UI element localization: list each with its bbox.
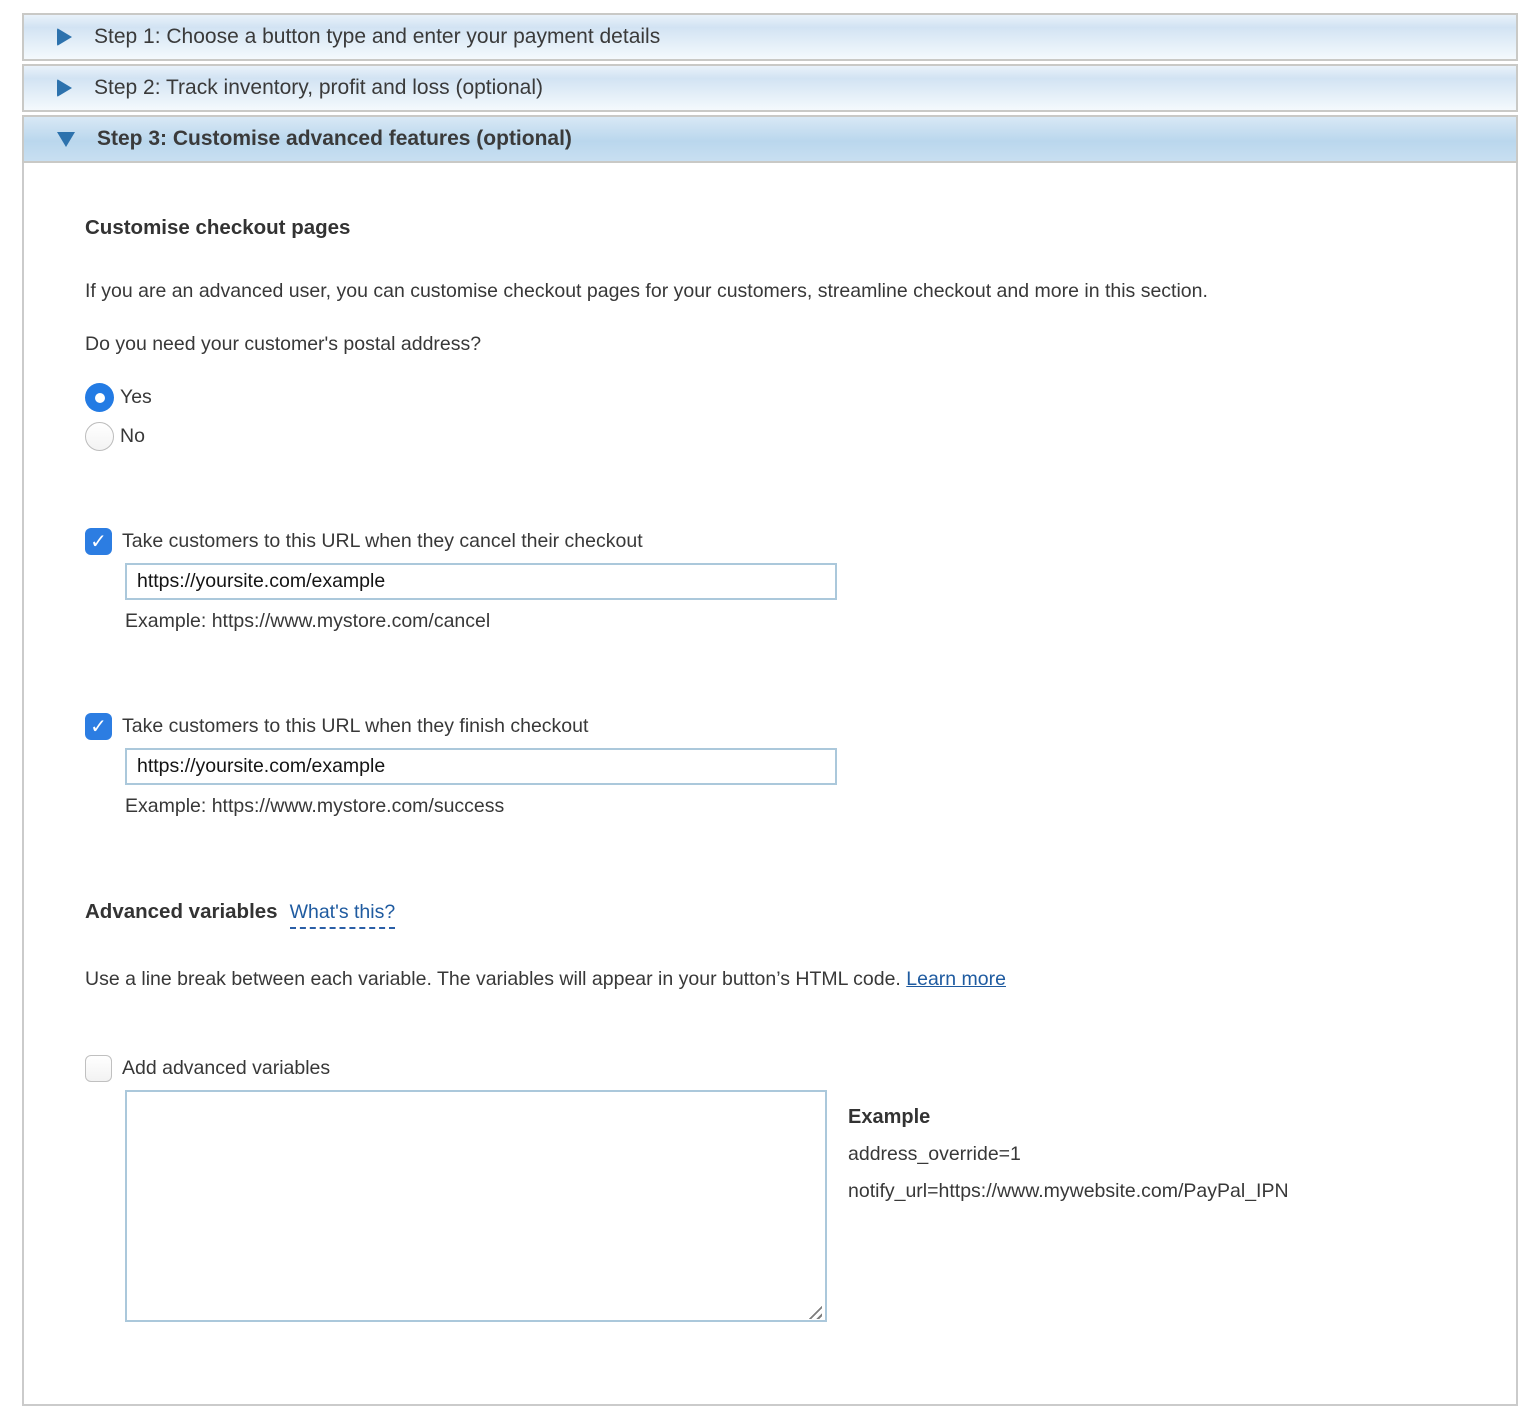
- whats-this-link[interactable]: What's this?: [290, 901, 396, 929]
- expand-arrow-icon: [57, 79, 72, 97]
- finish-url-checkbox-row[interactable]: [85, 713, 1496, 740]
- cancel-url-input[interactable]: [125, 563, 837, 600]
- advanced-variables-title-row: [85, 900, 1496, 929]
- postal-address-question: Do you need your customer's postal address?: [85, 333, 482, 355]
- steps-accordion: [22, 13, 1518, 1406]
- postal-address-radio-group: [85, 378, 1496, 456]
- step-1-label: Step 1: Choose a button type and enter your payment details: [94, 25, 661, 48]
- advanced-variables-instructions: [85, 961, 1496, 997]
- expand-arrow-icon: [57, 28, 72, 46]
- example-line-2: notify_url=https://www.mywebsite.com/PayPal_IPN: [848, 1180, 1289, 1202]
- cancel-url-checkbox[interactable]: [85, 528, 112, 555]
- example-title: Example: [848, 1106, 931, 1128]
- finish-url-example: Example: https://www.mystore.com/success: [125, 795, 505, 817]
- cancel-url-field-group: [85, 528, 1496, 633]
- cancel-url-checkbox-row[interactable]: [85, 528, 1496, 555]
- advanced-variables-example: [848, 1090, 1289, 1203]
- step-3-header[interactable]: [22, 115, 1518, 163]
- finish-url-input[interactable]: [125, 748, 837, 785]
- radio-option-yes[interactable]: [85, 378, 1496, 417]
- checkout-pages-title: Customise checkout pages: [85, 216, 351, 239]
- radio-no-unselected-icon[interactable]: [85, 422, 114, 451]
- add-advanced-variables-checkbox-row[interactable]: [85, 1055, 1496, 1082]
- advanced-variables-textarea-row: [85, 1090, 1496, 1327]
- step-2-header[interactable]: [22, 64, 1518, 112]
- finish-url-field-group: [85, 713, 1496, 818]
- radio-option-no[interactable]: [85, 417, 1496, 456]
- radio-yes-selected-icon[interactable]: [85, 383, 114, 412]
- add-advanced-variables-group: [85, 1055, 1496, 1327]
- collapse-arrow-icon: [57, 132, 75, 147]
- advanced-variables-title: Advanced variables: [85, 900, 278, 923]
- radio-no-label: No: [120, 425, 145, 447]
- check-icon: ✓: [90, 715, 107, 738]
- instructions-text: Use a line break between each variable. The variables will appear in your button’s HTML code.: [85, 968, 907, 990]
- cancel-url-label: Take customers to this URL when they cancel their checkout: [122, 530, 643, 552]
- add-advanced-variables-checkbox[interactable]: [85, 1055, 112, 1082]
- step-2-label: Step 2: Track inventory, profit and loss (optional): [94, 76, 543, 99]
- advanced-variables-textarea-wrap: [125, 1090, 827, 1327]
- example-line-1: address_override=1: [848, 1143, 1021, 1165]
- cancel-url-example: Example: https://www.mystore.com/cancel: [125, 610, 491, 632]
- finish-url-label: Take customers to this URL when they finish checkout: [122, 715, 589, 737]
- step-3-content: [22, 163, 1518, 1406]
- step-3-label: Step 3: Customise advanced features (optional): [97, 127, 572, 150]
- add-advanced-variables-label: Add advanced variables: [122, 1057, 331, 1079]
- radio-yes-label: Yes: [120, 386, 152, 408]
- learn-more-link[interactable]: Learn more: [906, 968, 1006, 990]
- check-icon: ✓: [90, 530, 107, 553]
- checkout-pages-intro: If you are an advanced user, you can customise checkout pages for your customers, streamline checkout and more in this section.: [85, 280, 1208, 302]
- step-1-header[interactable]: [22, 13, 1518, 61]
- finish-url-checkbox[interactable]: [85, 713, 112, 740]
- advanced-variables-textarea[interactable]: [125, 1090, 827, 1322]
